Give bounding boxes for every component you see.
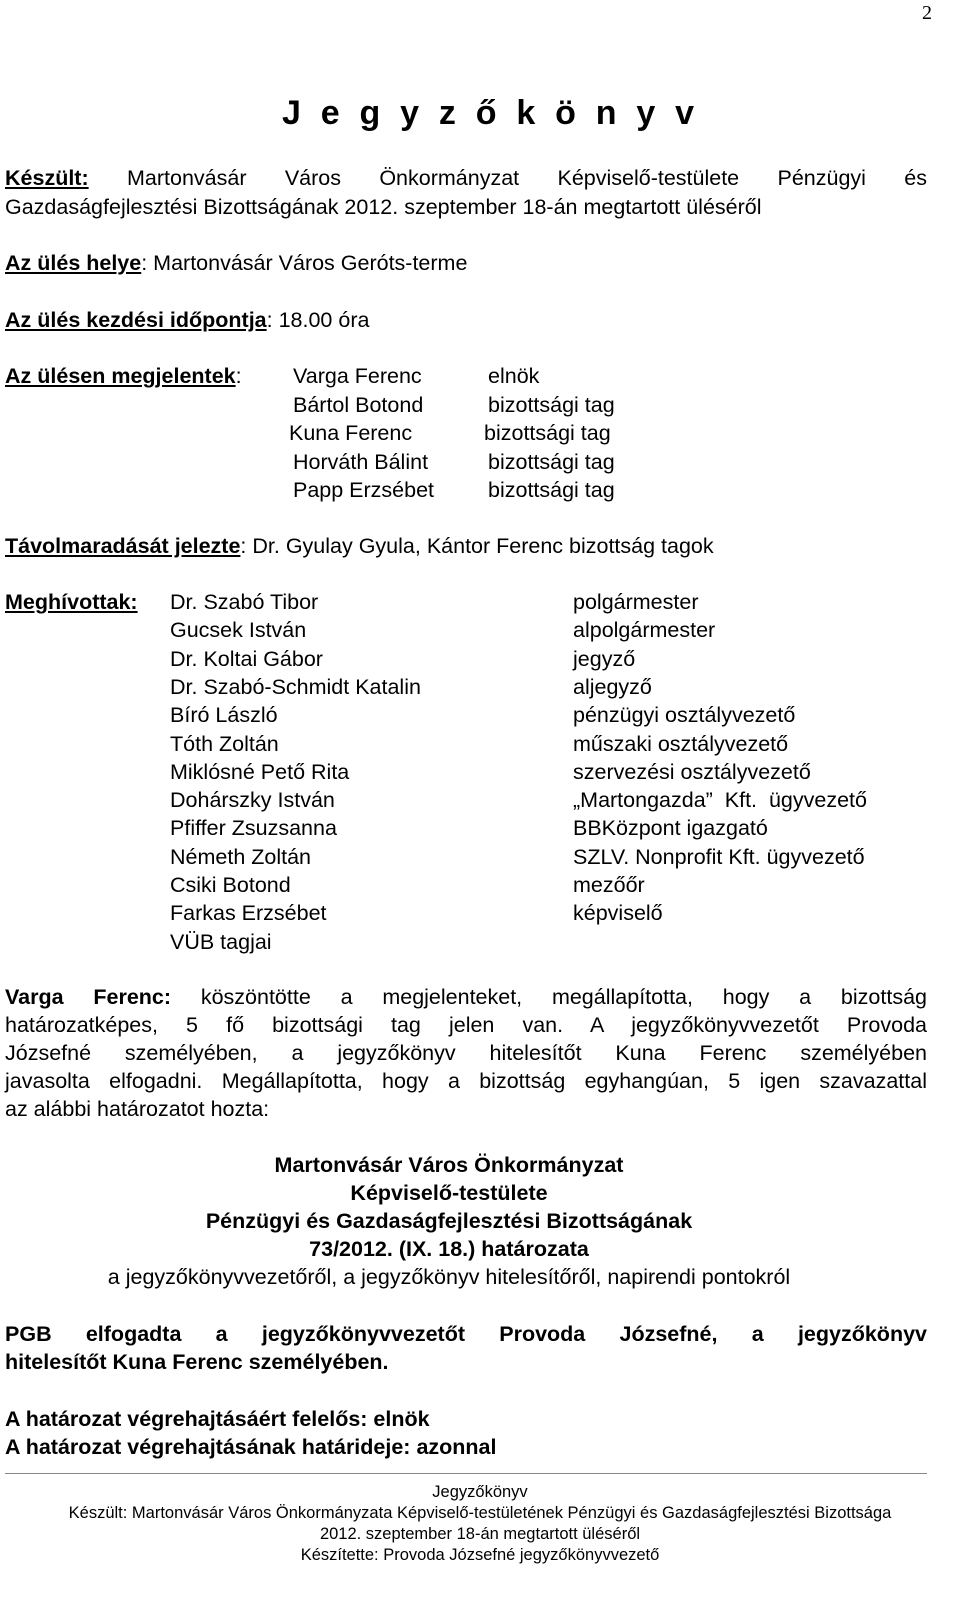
footer-line-4: Készítette: Provoda Józsefné jegyzőkönyvvezető: [300, 1546, 660, 1564]
attendees-label: Az ülésen megjelentek: [5, 364, 236, 388]
invitee-role: szervezési osztályvezető: [573, 759, 811, 784]
resolution-responsible: A határozat végrehajtásáért felelős: elnök: [5, 1407, 430, 1431]
opening-line-2: határozatképes, 5 fő bizottsági tag jelen van. A jegyzőkönyvvezetőt Provoda: [5, 1013, 927, 1037]
attendees-colon: :: [235, 364, 242, 388]
invited-label: Meghívottak:: [5, 590, 138, 614]
attendee-name: Kuna Ferenc: [289, 421, 413, 445]
attendee-name: Papp Erzsébet: [293, 478, 435, 502]
invitee-name: Miklósné Pető Rita: [170, 759, 350, 784]
footer-line-2: Készült: Martonvásár Város Önkormányzata Képviselő-testületének Pénzügyi és Gazdaságfejlesztési Bizottsága: [68, 1504, 892, 1522]
place-label: Az ülés helye: [5, 251, 142, 275]
attendee-name: Varga Ferenc: [293, 364, 422, 388]
invitee-name: Tóth Zoltán: [170, 731, 279, 756]
attendee-role: bizottsági tag: [488, 392, 615, 417]
attendee-role: elnök: [488, 364, 540, 388]
invitee-name: Németh Zoltán: [170, 844, 312, 869]
opening-line-1: [5, 983, 927, 1011]
opening-line-4: javasolta elfogadni. Megállapította, hogy a bizottság egyhangúan, 5 igen szavazattal: [5, 1069, 927, 1093]
opening-line-5: az alábbi határozatot hozta:: [5, 1097, 270, 1121]
invitee-role: SZLV. Nonprofit Kft. ügyvezető: [573, 844, 865, 869]
invitee-role: polgármester: [573, 590, 699, 614]
invitee-role: „Martongazda” Kft. ügyvezető: [573, 788, 867, 813]
page-number: 2: [922, 2, 932, 24]
made-text-1: Martonvásár Város Önkormányzat Képviselő-testülete Pénzügyi és: [126, 166, 927, 190]
resolution-number: 73/2012. (IX. 18.) határozata: [309, 1237, 589, 1261]
footer-line-1: Jegyzőkönyv: [432, 1483, 528, 1501]
footer-line-3: 2012. szeptember 18-án megtartott üléséről: [319, 1525, 641, 1543]
attendees-label-line: [5, 362, 242, 390]
invitee-name: VÜB tagjai: [170, 929, 272, 954]
absent-value: : Dr. Gyulay Gyula, Kántor Ferenc bizottság tagok: [240, 534, 714, 558]
absent-label: Távolmaradását jelezte: [5, 534, 241, 558]
attendee-role: bizottsági tag: [484, 421, 611, 445]
made-line-1: [5, 164, 927, 192]
invitee-role: műszaki osztályvezető: [573, 731, 789, 756]
resolution-deadline: A határozat végrehajtásának határideje: azonnal: [5, 1435, 497, 1459]
invitee-name: Dr. Szabó Tibor: [170, 590, 319, 614]
attendee-name: Bártol Botond: [293, 392, 424, 417]
made-label: Készült:: [5, 166, 89, 190]
invitee-name: Pfiffer Zsuzsanna: [170, 816, 337, 841]
invitee-role: alpolgármester: [573, 618, 716, 643]
opening-text-1: köszöntötte a megjelenteket, megállapította, hogy a bizottság: [200, 985, 927, 1009]
start-label: Az ülés kezdési időpontja: [5, 308, 267, 332]
resolution-heading-3: Pénzügyi és Gazdaságfejlesztési Bizottságának: [205, 1209, 693, 1233]
resolution-heading-1: Martonvásár Város Önkormányzat: [274, 1153, 624, 1177]
invitee-name: Gucsek István: [170, 618, 307, 643]
document-title: J e g y z ő k ö n y v: [282, 94, 700, 132]
invitee-name: Csiki Botond: [170, 873, 291, 897]
invitee-name: Dr. Koltai Gábor: [170, 646, 323, 671]
attendee-name: Horváth Bálint: [293, 449, 429, 474]
place-line: [5, 249, 467, 277]
invitee-role: mezőőr: [573, 873, 645, 897]
invitee-name: Bíró László: [170, 703, 278, 728]
resolution-body-1: PGB elfogadta a jegyzőkönyvvezetőt Provoda Józsefné, a jegyzőkönyv: [5, 1322, 927, 1346]
invitee-name: Dr. Szabó-Schmidt Katalin: [170, 674, 421, 699]
invitee-role: képviselő: [573, 901, 663, 926]
attendee-role: bizottsági tag: [488, 478, 615, 502]
invitee-name: Dohárszky István: [170, 788, 335, 813]
invitee-name: Farkas Erzsébet: [170, 901, 327, 926]
resolution-heading-2: Képviselő-testülete: [350, 1181, 548, 1205]
start-line: [5, 306, 369, 334]
invitee-role: jegyző: [573, 646, 636, 671]
invitee-role: aljegyző: [573, 674, 652, 699]
place-value: : Martonvásár Város Geróts-terme: [141, 251, 468, 275]
resolution-body-2: hitelesítőt Kuna Ferenc személyében.: [5, 1350, 389, 1374]
invited-label-line: [5, 588, 138, 616]
attendee-role: bizottsági tag: [488, 449, 615, 474]
start-value: : 18.00 óra: [266, 308, 370, 332]
opening-speaker: Varga Ferenc:: [5, 985, 172, 1009]
invitee-role: pénzügyi osztályvezető: [573, 703, 796, 728]
resolution-subject: a jegyzőkönyvvezetőről, a jegyzőkönyv hitelesítőről, napirendi pontokról: [107, 1265, 791, 1289]
made-text-2: Gazdaságfejlesztési Bizottságának 2012. szeptember 18-án megtartott üléséről: [5, 195, 762, 219]
opening-line-3: Józsefné személyében, a jegyzőkönyv hitelesítőt Kuna Ferenc személyében: [5, 1041, 927, 1065]
invitee-role: BBKözpont igazgató: [573, 816, 768, 841]
absent-line: [5, 532, 714, 560]
footer-rule: [5, 1473, 927, 1474]
